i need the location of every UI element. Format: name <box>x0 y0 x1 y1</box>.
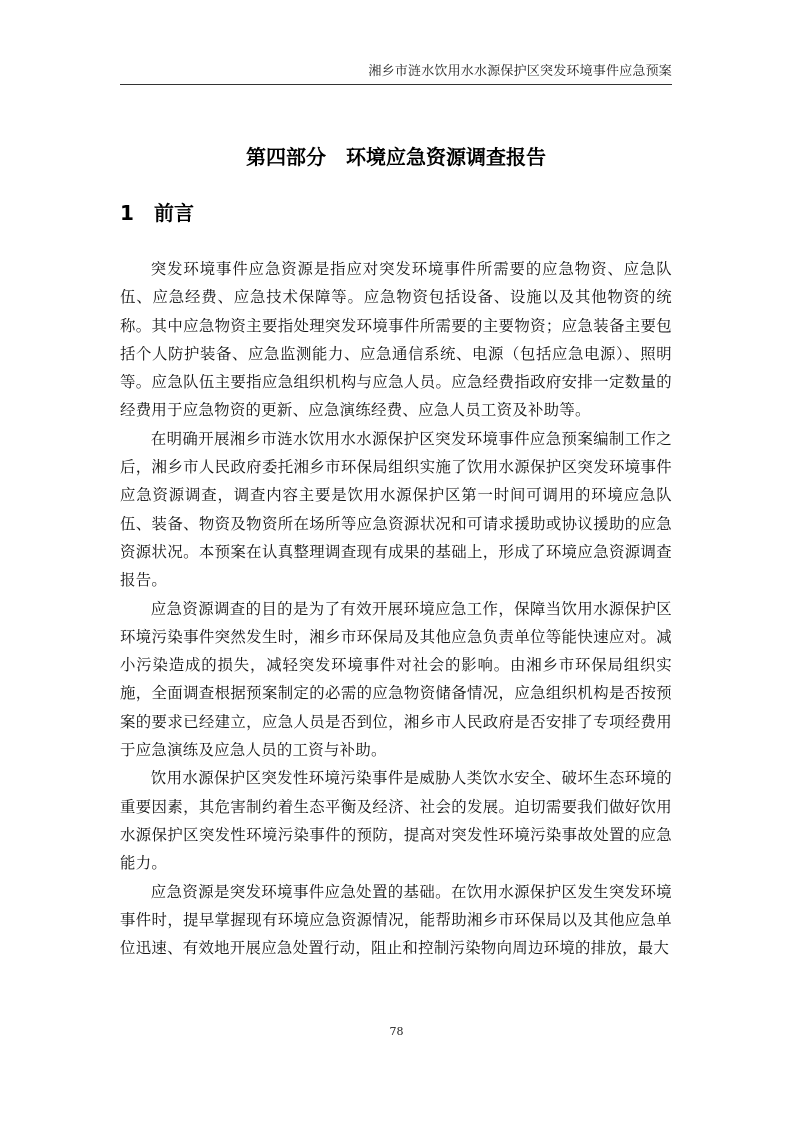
paragraph-pollution-threat: 饮用水源保护区突发性环境污染事件是威胁人类饮水安全、破坏生态环境的重要因素，其危害制约着生态平衡及经济、社会的发展。迫切需要我们做好饮用水源保护区突发性环境污染事件的预防，提高对突发性环境污染事故处置的应急能力。 <box>120 769 672 873</box>
part-title: 第四部分 环境应急资源调查报告 <box>246 145 546 169</box>
section-number: 1 <box>120 201 134 225</box>
section-heading <box>120 199 194 227</box>
paragraph-resources-definition: 突发环境事件应急资源是指应对突发环境事件所需要的应急物资、应急队伍、应急经费、应急技术保障等。应急物资包括设备、设施以及其他物资的统称。其中应急物资主要指处理突发环境事件所需要的主要物资；应急装备主要包括个人防护装备、应急监测能力、应急通信系统、电源（包括应急电源）、照明等。应急队伍主要指应急组织机构与应急人员。应急经费指政府安排一定数量的经费用于应急物资的更新、应急演练经费、应急人员工资及补助等。 <box>120 260 672 420</box>
paragraph-survey-purpose: 应急资源调查的目的是为了有效开展环境应急工作，保障当饮用水源保护区环境污染事件突然发生时，湘乡市环保局及其他应急负责单位等能快速应对。减小污染造成的损失，减轻突发环境事件对社会的影响。由湘乡市环保局组织实施，全面调查根据预案制定的必需的应急物资储备情况，应急组织机构是否按预案的要求已经建立，应急人员是否到位，湘乡市人民政府是否安排了专项经费用于应急演练及应急人员的工资与补助。 <box>120 599 672 760</box>
paragraph-survey-background: 在明确开展湘乡市涟水饮用水水源保护区突发环境事件应急预案编制工作之后，湘乡市人民政府委托湘乡市环保局组织实施了饮用水源保护区突发环境事件应急资源调查，调查内容主要是饮用水源保护区第一时间可调用的环境应急队伍、装备、物资及物资所在场所等应急资源状况和可请求援助或协议援助的应急资源状况。本预案在认真整理调查现有成果的基础上，形成了环境应急资源调查报告。 <box>120 429 672 590</box>
body-text <box>120 255 672 962</box>
running-header: 湘乡市涟水饮用水水源保护区突发环境事件应急预案 <box>368 64 672 79</box>
paragraph-resources-foundation: 应急资源是突发环境事件应急处置的基础。在饮用水源保护区发生突发环境事件时，提早掌握现有环境应急资源情况，能帮助湘乡市环保局以及其他应急单位迅速、有效地开展应急处置行动，阻止和控制污染物向周边环境的排放，最大 <box>120 882 672 958</box>
section-title: 前言 <box>154 201 194 225</box>
header-rule <box>120 84 672 85</box>
page-number: 78 <box>389 1025 404 1038</box>
